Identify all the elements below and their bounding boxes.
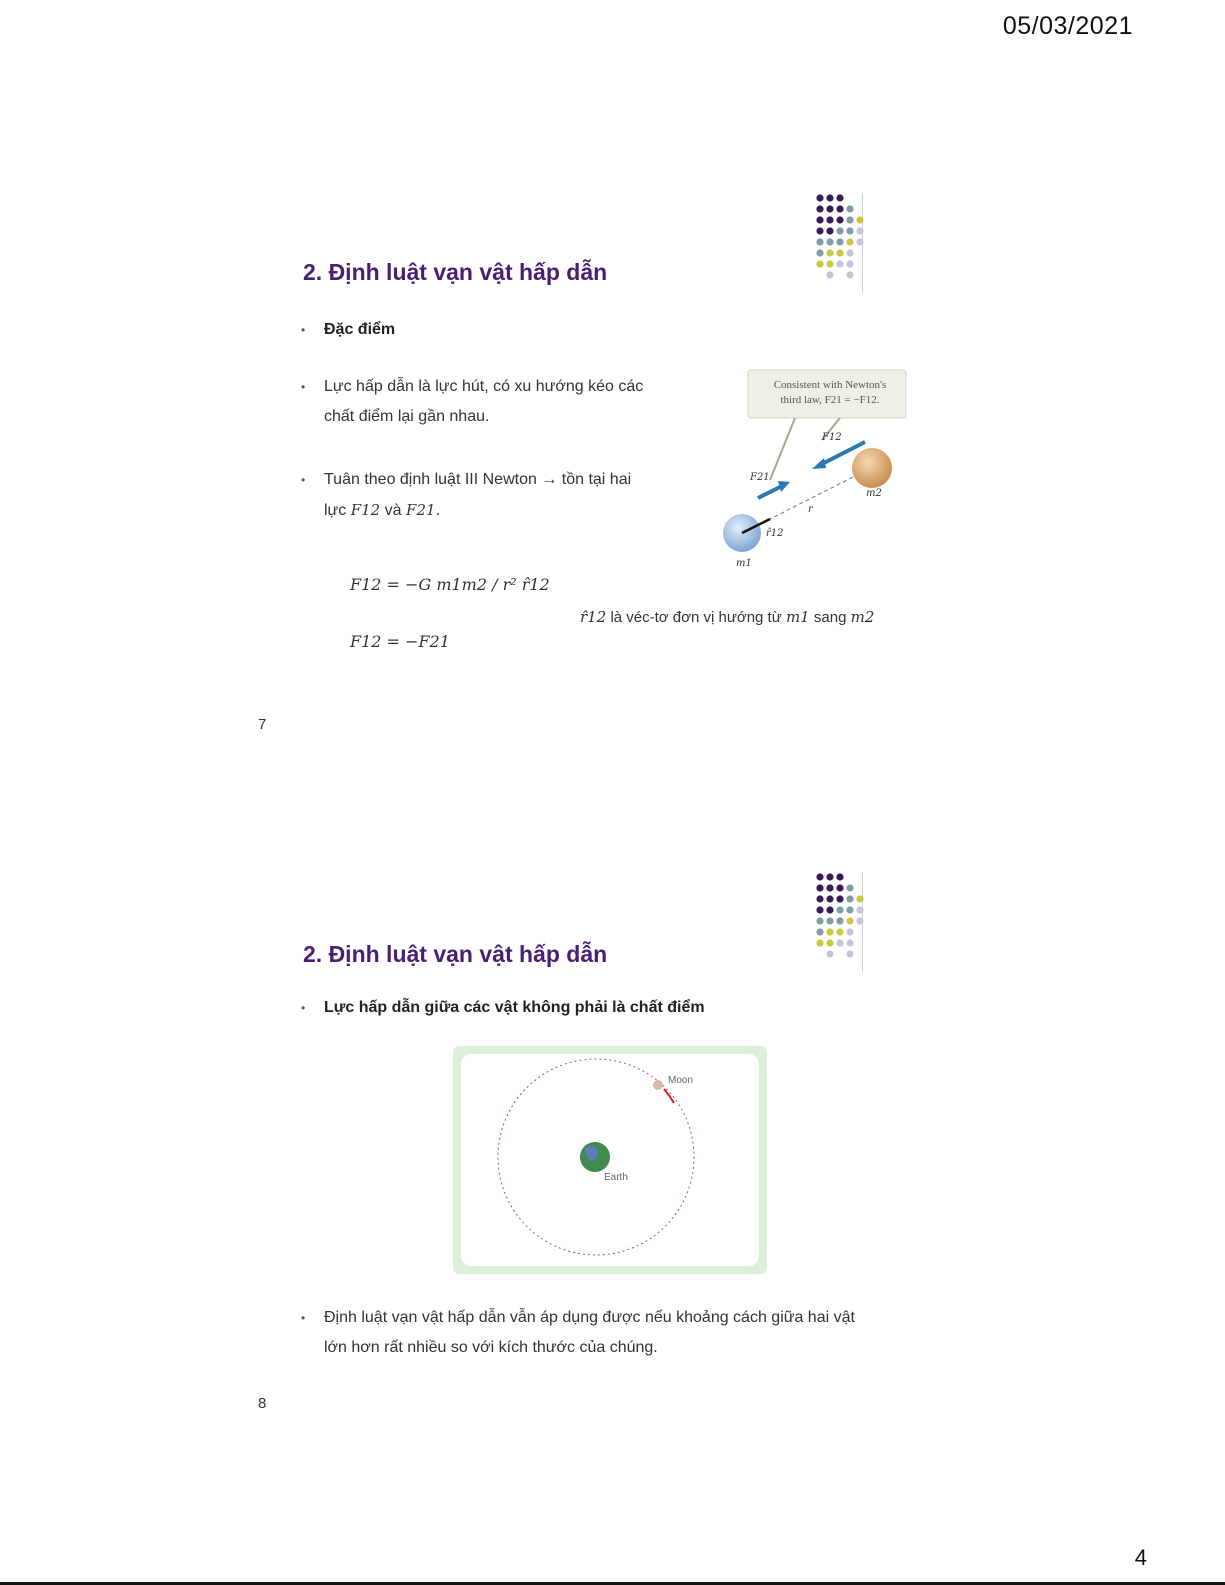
header-date: 05/03/2021 [1002,12,1133,40]
slide-7-title: 2. Định luật vạn vật hấp dẫn [303,259,608,285]
bullet-2-line-2 [301,495,701,526]
figure-label-m1: m1 [736,558,752,569]
figure-label-f21: F21 [750,472,770,483]
bullet-1-line-1: Lực hấp dẫn là lực hút, có xu hướng kéo các [324,378,644,395]
figure-label-m2: m2 [866,488,882,499]
slide-8-bullet [301,1303,921,1363]
arrow-head-icon [812,458,826,469]
slide-8-bullet-line-1: Định luật vạn vật hấp dẫn vẫn áp dụng được nếu khoảng cách giữa hai vật [324,1309,855,1326]
bullet-icon: • [301,323,306,337]
mass-m2-sphere [852,448,892,488]
unit-vector-sang: sang [813,609,847,626]
unit-vector-text: là véc-tơ đơn vị hướng từ [610,609,782,626]
bullet-2-prefix: lực [324,502,347,519]
distance-line [768,471,865,520]
bullet-2-line-1: Tuân theo định luật III Newton → tồn tại hai [324,471,632,488]
moon-icon [653,1080,663,1090]
formula-third-law: F12 = −F21 [350,632,450,651]
figure-panel [461,1054,759,1266]
slide-8-heading-bullet [301,993,861,1023]
slide-7-number: 7 [258,716,267,733]
slide-7-heading-bullet [301,315,701,345]
moon-label: Moon [668,1075,694,1086]
force-f12: F12 [350,501,381,519]
unit-vector-note [580,608,874,626]
footer-page-number: 4 [1134,1545,1147,1570]
arrow-head-icon [778,481,790,492]
slide-7-heading: Đặc điểm [324,321,396,338]
callout-text [754,378,906,408]
figure-label-r: r [808,504,813,515]
slide-8-title: 2. Định luật vạn vật hấp dẫn [303,941,608,967]
formula-newton-gravitation: F12 = −G m1m2 / r² r̂12 [350,575,550,594]
callout-line-2: third law, F21 = −F12. [780,394,880,406]
bullet-icon: • [301,473,306,487]
bullet-1-line-2: chất điểm lại gần nhau. [324,408,490,425]
decorative-dot-grid-icon [800,872,863,972]
two-mass-figure [700,368,920,583]
decorative-dot-grid-icon [800,193,863,293]
earth-moon-orbit-figure [452,1045,768,1275]
slide-8-heading: Lực hấp dẫn giữa các vật không phải là chất điểm [324,999,705,1016]
figure-label-r12: r̂12 [766,528,784,539]
bullet-icon: • [301,380,306,394]
unit-vector-m2: m2 [850,608,875,626]
slide-8-bullet-line-2: lớn hơn rất nhiều so với kích thước của chúng. [324,1339,658,1356]
unit-vector-m1: m1 [785,608,810,626]
slide-7-bullet-1 [301,372,701,432]
earth-label: Earth [604,1172,628,1183]
figure-label-f12: F12 [822,432,842,443]
callout-pointer [770,418,795,480]
slide-7-bullet-2 [301,465,701,526]
unit-vector-symbol: r̂12 [580,608,607,626]
bullet-icon: • [301,1001,306,1015]
arrow-f21 [758,486,782,498]
force-f21: F21. [406,501,441,519]
bullet-icon: • [301,1311,306,1325]
bullet-2-and: và [384,502,402,519]
callout-line-1: Consistent with Newton's [773,379,887,391]
slide-8-number: 8 [258,1395,267,1412]
